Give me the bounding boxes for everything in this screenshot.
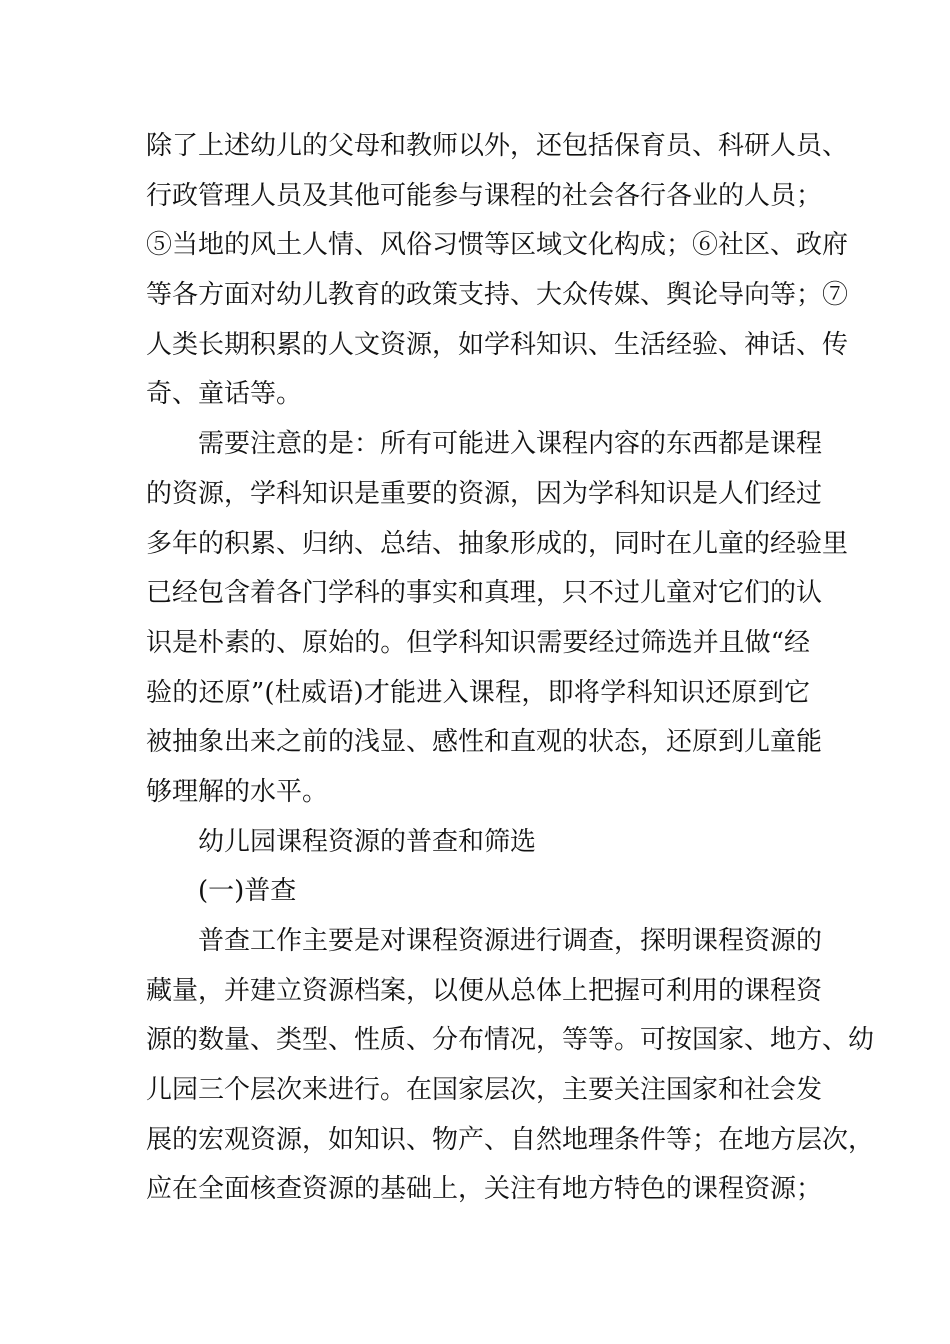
text-line: 被抽象出来之前的浅显、感性和直观的状态，还原到儿童能: [146, 727, 823, 758]
text-line: 奇、童话等。: [146, 379, 303, 410]
text-line: 展的宏观资源，如知识、物产、自然地理条件等；在地方层次，: [146, 1124, 875, 1155]
text-line: 人类长期积累的人文资源，如学科知识、生活经验、神话、传: [146, 329, 849, 360]
paragraph: [146, 818, 810, 868]
text-line: 藏量，并建立资源档案，以便从总体上把握可利用的课程资: [146, 975, 823, 1006]
text-line: 的资源，学科知识是重要的资源，因为学科知识是人们经过: [146, 478, 823, 509]
text-line: 等各方面对幼儿教育的政策支持、大众传媒、舆论导向等；⑦: [146, 280, 849, 311]
text-line: 识是朴素的、原始的。但学科知识需要经过筛选并且做“经: [146, 627, 810, 658]
text-line: 验的还原”(杜威语)才能进入课程，即将学科知识还原到它: [146, 677, 810, 708]
text-line: 够理解的水平。: [146, 776, 329, 807]
text-line: 除了上述幼儿的父母和教师以外，还包括保育员、科研人员、: [146, 131, 849, 161]
paragraph: [146, 122, 849, 420]
text-line: 多年的积累、归纳、总结、抽象形成的，同时在儿童的经验里: [146, 528, 849, 559]
paragraph: [146, 917, 875, 1215]
paragraph: [146, 420, 849, 818]
text-line: 应在全面核查资源的基础上，关注有地方特色的课程资源；: [146, 1174, 823, 1205]
text-line: 源的数量、类型、性质、分布情况，等等。可按国家、地方、幼: [146, 1025, 875, 1056]
paragraph: [146, 867, 810, 917]
text-line: 已经包含着各门学科的事实和真理，只不过儿童对它们的认: [146, 578, 823, 609]
text-line: 行政管理人员及其他可能参与课程的社会各行各业的人员；: [146, 180, 823, 211]
document-page: [146, 122, 875, 1215]
text-line: 幼儿园课程资源的普查和筛选: [198, 826, 537, 857]
text-line: 普查工作主要是对课程资源进行调查，探明课程资源的: [198, 926, 823, 956]
text-line: 儿园三个层次来进行。在国家层次，主要关注国家和社会发: [146, 1075, 823, 1106]
text-line: (一)普查: [198, 876, 297, 907]
text-line: 需要注意的是：所有可能进入课程内容的东西都是课程: [198, 429, 823, 460]
text-line: ⑤当地的风土人情、风俗习惯等区域文化构成；⑥社区、政府: [146, 230, 849, 261]
